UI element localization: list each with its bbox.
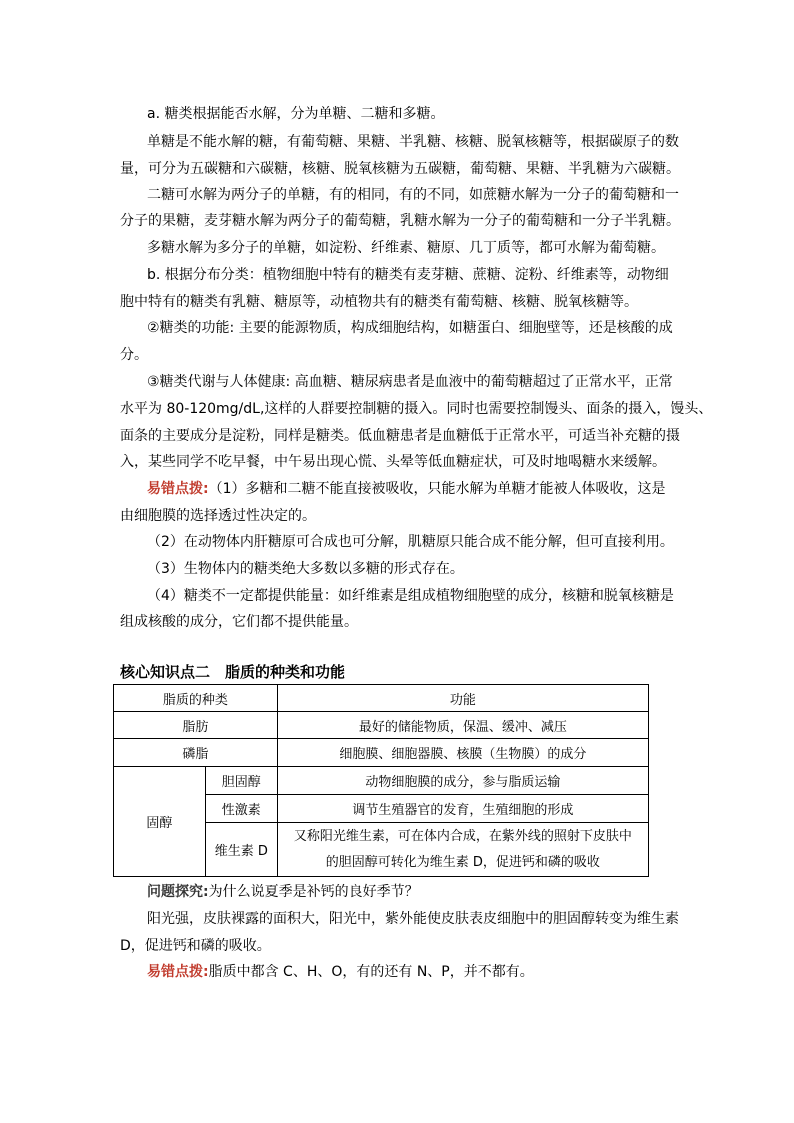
- paragraph-function-line1: ②糖类的功能: 主要的能源物质，构成细胞结构，如糖蛋白、细胞壁等，还是核酸的成: [147, 320, 673, 336]
- tip-sugar-line2: 由细胞膜的选择透过性决定的。: [120, 508, 316, 524]
- paragraph-sugar-classification: a. 糖类根据能否水解，分为单糖、二糖和多糖。: [147, 106, 445, 122]
- lipid-name-phospholipid: 磷脂: [114, 739, 278, 767]
- vitamin-d-function-line1: 又称阳光维生素，可在体内合成，在紫外线的照射下皮肤中: [293, 828, 632, 844]
- paragraph-distribution-line1: b. 根据分布分类：植物细胞中特有的糖类有麦芽糖、蔗糖、淀粉、纤维素等，动物细: [147, 267, 669, 283]
- paragraph-disaccharide-line1: 二糖可水解为两分子的单糖，有的相同，有的不同，如蔗糖水解为一分子的葡萄糖和一: [147, 187, 679, 203]
- lipid-name-fat: 脂肪: [114, 712, 278, 739]
- lipid-function-vitamin-d: [277, 823, 648, 877]
- table-row: [114, 712, 649, 739]
- paragraph-distribution-line2: 胞中特有的糖类有乳糖、糖原等，动植物共有的糖类有葡萄糖、核糖、脱氧核糖等。: [120, 294, 638, 310]
- lipid-name-sterol: 固醇: [114, 767, 206, 877]
- lipid-function-phospholipid: 细胞膜、细胞器膜、核膜（生物膜）的成分: [277, 739, 648, 767]
- lipid-subname-cholesterol: 胆固醇: [205, 767, 277, 795]
- paragraph-health-line1: ③糖类代谢与人体健康: 高血糖、糖尿病患者是血液中的葡萄糖超过了正常水平，正常: [147, 374, 673, 390]
- tip1-text: （1）多糖和二糖不能直接被吸收，只能水解为单糖才能被人体吸收，这是: [208, 481, 666, 497]
- lipid-function-cholesterol: 动物细胞膜的成分，参与脂质运输: [277, 767, 648, 795]
- section-heading: 核心知识点二 脂质的种类和功能: [120, 663, 346, 681]
- inquiry-answer-line1: 阳光强，皮肤裸露的面积大，阳光中，紫外能使皮肤表皮细胞中的胆固醇转变为维生素: [147, 911, 679, 927]
- tip-lipid-label: 易错点拨:: [147, 964, 209, 980]
- paragraph-health-line4: 入，某些同学不吃早餐，中午易出现心慌、头晕等低血糖症状，可及时地喝糖水来缓解。: [120, 454, 666, 470]
- table-row: [114, 739, 649, 767]
- tip-sugar-3: （3）生物体内的糖类绝大多数以多糖的形式存在。: [147, 561, 464, 577]
- lipid-table: [113, 684, 649, 877]
- header-lipid-type: 脂质的种类: [114, 685, 278, 712]
- inquiry-question: 为什么说夏季是补钙的良好季节？: [208, 884, 419, 900]
- tip-lipid: [147, 958, 534, 986]
- paragraph-disaccharide-line2: 分子的果糖，麦芽糖水解为两分子的葡萄糖，乳糖水解为一分子的葡萄糖和一分子半乳糖。: [120, 213, 680, 229]
- tip-sugar-2: （2）在动物体内肝糖原可合成也可分解，肌糖原只能合成不能分解，但可直接利用。: [147, 534, 674, 550]
- paragraph-health-line3: 面条的主要成分是淀粉，同样是糖类。低血糖患者是血糖低于正常水平，可适当补充糖的摄: [120, 428, 680, 444]
- tip-lipid-text: 脂质中都含 C、H、O，有的还有 N、P，并不都有。: [208, 964, 534, 980]
- tip-sugar-4-line2: 组成核酸的成分，它们都不提供能量。: [120, 614, 358, 630]
- vitamin-d-function-line2: 的胆固醇可转化为维生素 D，促进钙和磷的吸收: [325, 854, 600, 870]
- tip-sugar-4-line1: （4）糖类不一定都提供能量：如纤维素是组成植物细胞壁的成分，核糖和脱氧核糖是: [147, 588, 674, 604]
- paragraph-monosaccharide-line2: 量，可分为五碳糖和六碳糖，核糖、脱氧核糖为五碳糖，葡萄糖、果糖、半乳糖为六碳糖。: [120, 161, 680, 177]
- lipid-function-sex-hormone: 调节生殖器官的发育，生殖细胞的形成: [277, 795, 648, 823]
- lipid-subname-vitamin-d: 维生素 D: [205, 823, 277, 877]
- table-header-row: [114, 685, 649, 712]
- tip-label: 易错点拨:: [147, 481, 209, 497]
- inquiry-answer-line2: D，促进钙和磷的吸收。: [120, 938, 271, 954]
- inquiry-label: 问题探究:: [147, 884, 209, 900]
- inquiry-question-line: [147, 878, 419, 906]
- tip-sugar-line1: [147, 475, 666, 503]
- table-row: [114, 767, 649, 795]
- lipid-subname-sex-hormone: 性激素: [205, 795, 277, 823]
- paragraph-function-line2: 分。: [120, 347, 148, 363]
- header-function: 功能: [277, 685, 648, 712]
- paragraph-monosaccharide-line1: 单糖是不能水解的糖，有葡萄糖、果糖、半乳糖、核糖、脱氧核糖等，根据碳原子的数: [147, 134, 679, 150]
- lipid-function-fat: 最好的储能物质，保温、缓冲、减压: [277, 712, 648, 739]
- paragraph-polysaccharide: 多糖水解为多分子的单糖，如淀粉、纤维素、糖原、几丁质等，都可水解为葡萄糖。: [147, 240, 665, 256]
- paragraph-health-line2: 水平为 80-120mg/dL,这样的人群要控制糖的摄入。同时也需要控制馒头、面条的摄入，馒头、: [120, 401, 713, 417]
